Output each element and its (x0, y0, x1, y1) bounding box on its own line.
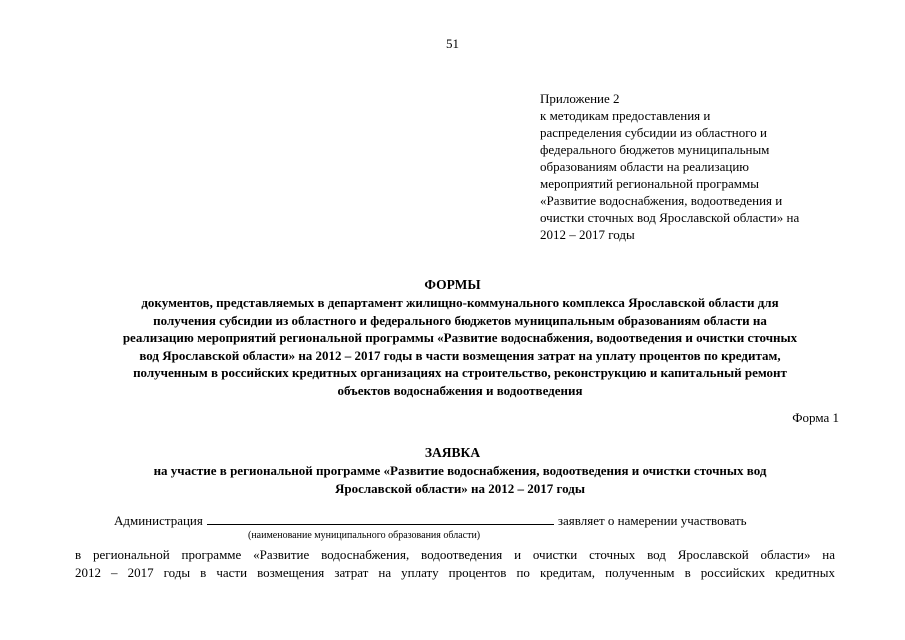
forms-subtitle-line: вод Ярославской области» на 2012 – 2017 годы в части возмещения затрат на уплату процентов по кредитам, (139, 347, 781, 363)
appendix-line: очистки сточных вод Ярославской области» на (540, 210, 800, 225)
municipality-name-blank[interactable] (207, 512, 554, 525)
request-subtitle-line: Ярославской области» на 2012 – 2017 годы (335, 480, 585, 496)
administration-label: Администрация (114, 513, 203, 528)
appendix-line: федерального бюджетов муниципальным (540, 142, 770, 157)
request-title: ЗАЯВКА (424, 445, 481, 460)
forms-subtitle-line: получения субсидии из областного и федерального бюджетов муниципальным образованиям области на (153, 312, 767, 328)
appendix-line: к методикам предоставления и (540, 108, 711, 123)
request-subtitle (80, 462, 840, 497)
forms-subtitle-line: документов, представляемых в департамент жилищно-коммунального комплекса Ярославской области для (141, 295, 779, 310)
appendix-line: образованиям области на реализацию (540, 159, 750, 174)
appendix-note (540, 90, 860, 243)
appendix-line: распределения субсидии из областного и (540, 125, 767, 140)
appendix-line: «Развитие водоснабжения, водоотведения и (540, 193, 783, 208)
body-line: в региональной программе «Развитие водоснабжения, водоотведения и очистки сточных вод Ярославской области» на (75, 547, 835, 562)
forms-subtitle-line: объектов водоснабжения и водоотведения (337, 382, 583, 398)
request-subtitle-line: на участие в региональной программе «Развитие водоснабжения, водоотведения и очистки сточных вод (153, 463, 767, 478)
blank-caption: (наименование муниципального образования области) (248, 530, 481, 541)
administration-line (114, 512, 834, 529)
forms-subtitle-line: реализацию мероприятий региональной программы «Развитие водоснабжения, водоотведения и очистки сточных (122, 330, 798, 345)
body-paragraph (75, 546, 835, 582)
body-line: 2012 – 2017 годы в части возмещения затрат на уплату процентов по кредитам, полученным в российских кредитных (75, 565, 835, 580)
forms-title: ФОРМЫ (424, 277, 481, 292)
intent-text: заявляет о намерении участвовать (557, 513, 747, 528)
appendix-line: Приложение 2 (540, 91, 620, 106)
forms-subtitle (80, 294, 840, 399)
forms-subtitle-line: полученным в российских кредитных организациях на строительство, реконструкцию и капитальный ремонт (133, 365, 787, 380)
form-number: Форма 1 (792, 410, 839, 425)
appendix-line: 2012 – 2017 годы (540, 227, 635, 242)
page-number: 51 (446, 36, 459, 51)
appendix-line: мероприятий региональной программы (540, 176, 759, 191)
